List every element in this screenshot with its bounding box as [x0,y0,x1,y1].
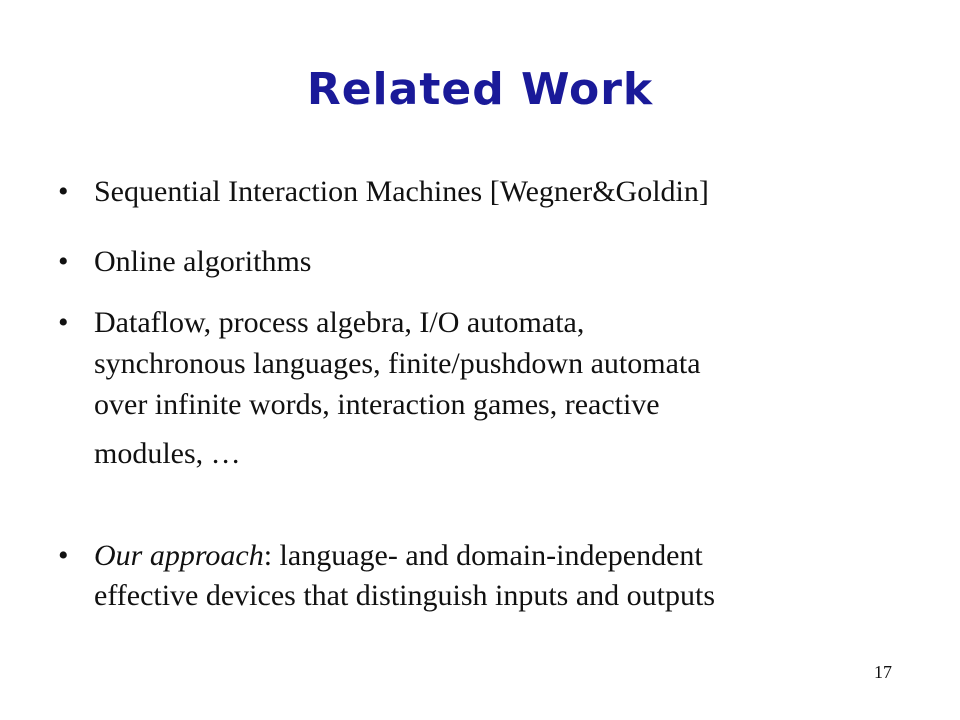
bullet-icon: • [58,306,69,339]
emphasis-text: Our approach [94,539,264,572]
bullet-text-line: over infinite words, interaction games, reactive [94,388,660,421]
bullet-text: Online algorithms [94,245,312,278]
bullet-text-line: effective devices that distinguish inputs and outputs [94,579,716,612]
page-number: 17 [874,662,892,682]
bullet-text-line [94,536,908,576]
bullet-icon: • [58,245,69,278]
bullet-text: Sequential Interaction Machines [Wegner&Goldin] [94,175,709,208]
bullet-text-line: synchronous languages, finite/pushdown automata [94,347,701,380]
bullet-text-line: Dataflow, process algebra, I/O automata, [94,306,585,339]
bullet-list [58,172,908,616]
bullet-text-line: modules, … [94,437,241,470]
bullet-text: : language- and domain-independent [263,539,703,572]
bullet-item [58,302,908,536]
bullet-item [58,536,908,616]
bullet-icon: • [58,539,69,572]
bullet-icon: • [58,175,69,208]
slide-title: Related Work [306,64,654,115]
bullet-item [58,242,908,302]
bullet-item [58,172,908,242]
